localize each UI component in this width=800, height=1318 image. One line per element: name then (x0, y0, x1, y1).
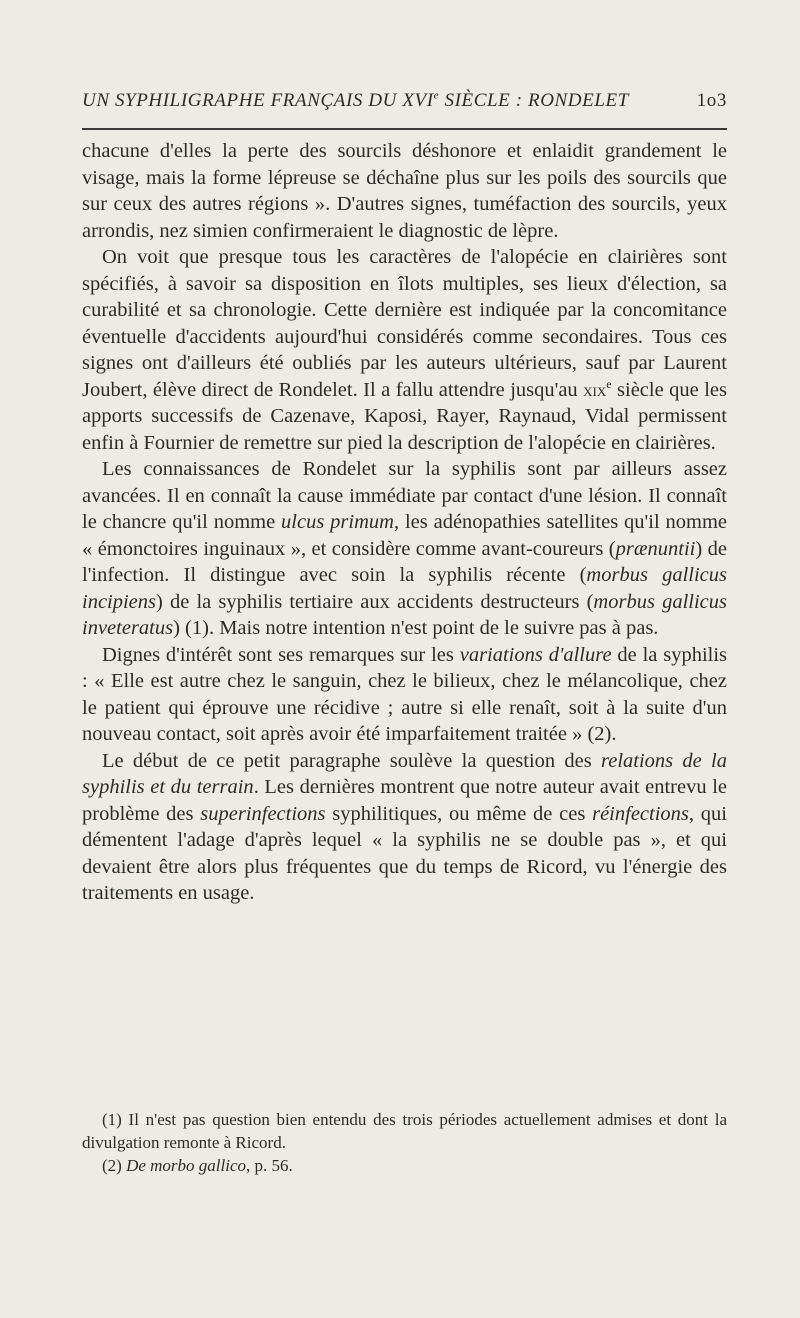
paragraph-4: Dignes d'intérêt sont ses remarques sur les variations d'allure de la syphilis : « Elle est autre chez le sanguin, chez le bilieux, chez le mélancolique, chez le patient qui éprouve une récidive ; autre si elle renaît, soit à la suite d'un nouveau contact, soit après avoir été imparfaitement traitée » (2). (82, 643, 728, 745)
running-header (82, 90, 727, 112)
running-title: UN SYPHILIGRAPHE FRANÇAIS DU XVIe SIÈCLE : RONDELET (82, 89, 629, 111)
header-rule (82, 128, 727, 130)
paragraph-1: chacune d'elles la perte des sourcils déshonore et enlaidit grandement le visage, mais la forme lépreuse se déchaîne plus sur les poils des sourcils que sur ceux des autres régions ». D'autres signes, tuméfaction des sourcils, yeux arrondis, nez simien confirmeraient le diagnostic de lèpre. (82, 140, 727, 242)
page-number: 1o3 (696, 90, 727, 111)
paragraph-2: On voit que presque tous les caractères de l'alopécie en clairières sont spécifiés, à savoir sa disposition en îlots multiples, ses lieux d'élection, sa curabilité et sa chronologie. Cette dernière est indiquée par la concomitance éventuelle d'accidents aujourd'hui considérés comme secondaires. Tous ces signes ont d'ailleurs été oubliés par les auteurs ultérieurs, sauf par Laurent Joubert, élève direct de Rondelet. Il a fallu attendre jusqu'au xix$^e$ siècle que les apports successifs de Cazenave, Kaposi, Rayer, Raynaud, Vidal permissent enfin à Fournier de remettre sur pied la description de l'alopécie en clairières. (82, 246, 727, 454)
paragraph-3: Les connaissances de Rondelet sur la syphilis sont par ailleurs assez avancées. Il en connaît la cause immédiate par contact d'une lésion. Il connaît le chancre qu'il nomme ulcus primum, les adénopathies satellites qu'il nomme « émonctoires inguinaux », et considère comme avant-coureurs (prænuntii) de l'infection. Il distingue avec soin la syphilis récente (morbus gallicus incipiens) de la syphilis tertiaire aux accidents destructeurs (morbus gallicus inveteratus) (1). Mais notre intention n'est point de le suivre pas à pas. (82, 458, 727, 639)
paragraph-5: Le début de ce petit paragraphe soulève la question des relations de la syphilis et du terrain. Les dernières montrent que notre auteur avait entrevu le problème des superinfections syphilitiques, ou même de ces réinfections, qui démentent l'adage d'après lequel « la syphilis ne se double pas », et qui devaient être alors plus fréquentes que du temps de Ricord, vu l'énergie des traitements en usage. (82, 749, 727, 904)
main-text (82, 138, 727, 907)
footnotes (82, 1108, 727, 1177)
footnote-1: (1) Il n'est pas question bien entendu des trois périodes actuellement admises et dont la divulgation remonte à Ricord. (82, 1110, 727, 1152)
footnote-2: (2) De morbo gallico, p. 56. (102, 1156, 293, 1175)
